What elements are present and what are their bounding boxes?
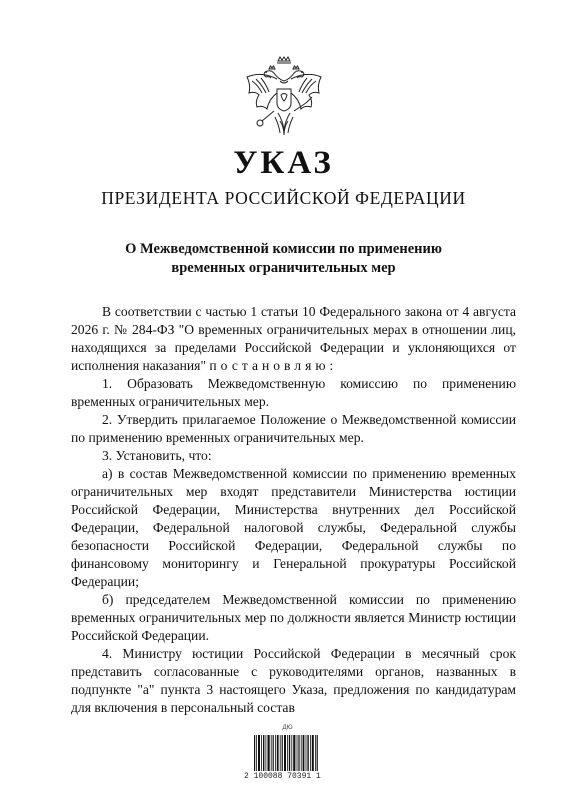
clause-4: 4. Министру юстиции Российской Федерации в месячный срок представить согласованные с руководителями органов, названных в подпункте "а" пункта 3 настоящего Указа, предложения по кандидатурам для включения в персональный состав — [71, 646, 516, 715]
document-subtitle: ПРЕЗИДЕНТА РОССИЙСКОЙ ФЕДЕРАЦИИ — [101, 188, 466, 208]
preamble-paragraph — [71, 303, 516, 375]
signature-mark: ДЮ — [282, 725, 293, 731]
preamble-text: В соответствии с частью 1 статьи 10 Федерального закона от 4 августа 2026 г. № 284-ФЗ "О временных ограничительных мерах в отношении лиц, находящихся за пределами Российской Федерации и уклоняющихся от исполнения наказания" — [71, 304, 516, 373]
barcode — [254, 735, 318, 771]
decree-word: постановляю: — [209, 358, 338, 373]
barcode-block — [244, 725, 325, 787]
barcode-number: 2 100088 70391 1 — [244, 772, 321, 781]
clause-3a: а) в состав Межведомственной комиссии по применению временных ограничительных мер входят представители Министерства юстиции Российской Федерации, Министерства внутренних дел Российской Федерации, Федеральной налоговой службы, Федеральной службы безопасности Российской Федерации, Федеральной службы по финансовому мониторингу и Генеральной прокуратуры Российской Федерации; — [71, 466, 516, 589]
decree-heading-line-2: временных ограничительных мер — [171, 260, 396, 276]
decree-heading-line-1: О Межведомственной комиссии по применению — [125, 241, 442, 257]
decree-heading — [60, 240, 507, 278]
clause-1: 1. Образовать Межведомственную комиссию по применению временных ограничительных мер. — [71, 376, 516, 409]
document-title: УКАЗ — [233, 145, 334, 181]
clause-3: 3. Установить, что: — [102, 448, 212, 463]
decree-body — [71, 303, 516, 717]
state-emblem-icon — [244, 55, 324, 147]
clause-3b: б) председателем Межведомственной комиссии по применению временных ограничительных мер по должности является Министр юстиции Российской Федерации. — [71, 592, 516, 643]
clause-2: 2. Утвердить прилагаемое Положение о Межведомственной комиссии по применению временных ограничительных мер. — [71, 412, 516, 445]
